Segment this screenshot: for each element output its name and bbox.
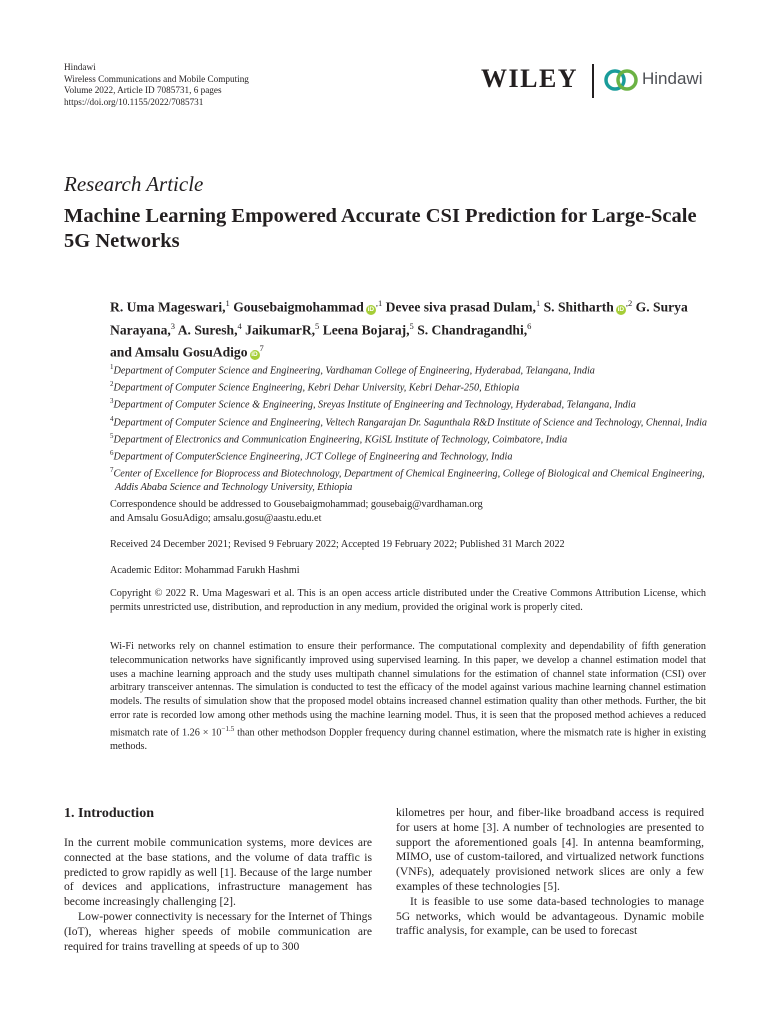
author-name: Gousebaigmohammad: [233, 299, 364, 315]
orcid-icon[interactable]: iD: [251, 350, 258, 358]
affiliation-item: [110, 447, 720, 464]
author-name: Leena Bojaraj,: [322, 322, 410, 338]
affiliation-text: Department of Computer Science and Engineering, Vardhaman College of Engineering, Hyderabad, Telangana, India: [113, 365, 595, 377]
affiliation-number: 3: [110, 397, 114, 406]
affiliation-text: Department of Computer Science & Engineering, Sreyas Institute of Engineering and Technology, Hyderabad, Telangana, India: [113, 399, 636, 411]
author-affiliation-mark: ,2: [625, 298, 633, 308]
right-column: [396, 806, 704, 939]
hindawi-logo-icon: [603, 67, 639, 93]
abstract-text: Wi-Fi networks rely on channel estimation to ensure their performance. The computational complexity and dependability of fifth generation telecommunication networks have significantly improved using supervised learning. In this paper, we develop a channel estimation model that uses a machine learning approach and the study uses multipath channel simulations for the estimation of channel state information (CSI) over arbitrary transceiver antennas. The simulation is conducted to test the efficacy of the model against various machine learning channel estimation models. The results of simulation show that the proposed model obtains increased channel estimation quality than other methods. Further, the bit error rate is recorded low among other methods using the machine learning model. Thus, it is seen that the proposed method achieves a reduced mismatch rate of 1.26 × 10: [110, 641, 706, 739]
academic-editor: Academic Editor: Mohammad Farukh Hashmi: [110, 565, 300, 576]
affiliation-number: 4: [110, 414, 114, 423]
copyright-notice: Copyright © 2022 R. Uma Mageswari et al. This is an open access article distributed under the Creative Commons Attribution License, which permits unrestricted use, distribution, and reproduction in any medium, provided the original work is properly cited.: [110, 588, 706, 613]
orcid-icon[interactable]: iD: [367, 305, 375, 313]
article-type: Research Article: [64, 172, 204, 196]
affiliation-item: [110, 361, 720, 378]
wiley-logo: WILEY: [481, 64, 579, 93]
affiliation-text: Department of Computer Science and Engineering, Veltech Rangarajan Dr. Sagunthala R&D Institute of Science and Technology, Chennai, India: [113, 416, 708, 428]
author-affiliation-mark: 4: [237, 320, 242, 331]
correspondence: [110, 498, 706, 526]
orcid-icon[interactable]: iD: [617, 305, 625, 313]
correspondence-line: and Amsalu GosuAdigo; amsalu.gosu@aastu.edu.et: [110, 512, 322, 524]
abstract-text-end: than other methodson Doppler frequency during channel estimation, where the mismatch rate is higher in existing methods.: [110, 727, 706, 752]
left-column: [64, 836, 372, 954]
affiliation-number: 1: [110, 363, 114, 371]
affiliation-text: Department of ComputerScience Engineering, JCT College of Engineering and Technology, India: [113, 451, 513, 463]
abstract: [110, 640, 706, 754]
author-affiliation-mark: 1: [225, 298, 230, 308]
affiliation-item: [110, 395, 720, 412]
publication-dates: Received 24 December 2021; Revised 9 February 2022; Accepted 19 February 2022; Published 31 March 2022: [110, 539, 565, 550]
affiliation-list: [110, 361, 720, 495]
body-paragraph: It is feasible to use some data-based technologies to manage 5G networks, which would be advantageous. Dynamic mobile traffic analysis, for example, can be used to forecast: [396, 894, 704, 938]
author-name: R. Uma Mageswari,: [110, 299, 226, 315]
body-paragraph: Low-power connectivity is necessary for the Internet of Things (IoT), whereas higher speeds of mobile communication are required for trains travelling at speeds of up to 300: [64, 909, 372, 953]
volume-info: Volume 2022, Article ID 7085731, 6 pages: [64, 85, 222, 95]
journal-info: [64, 62, 249, 108]
author-name: S. Shitharth: [543, 299, 614, 315]
affiliation-item: [110, 378, 720, 395]
author-list: [110, 294, 720, 362]
body-paragraph: In the current mobile communication systems, more devices are connected at the base stations, and the volume of data traffic is predicted to grow rapidly as well [1]. Because of the large number of devices and applications, infrastructure management has become increasingly challenging [2].: [64, 836, 372, 909]
paper-title: Machine Learning Empowered Accurate CSI Prediction for Large-Scale 5G Networks: [64, 205, 697, 252]
affiliation-item: [110, 413, 720, 430]
affiliation-number: 6: [110, 448, 114, 457]
author-affiliation-mark: ,1: [375, 298, 383, 308]
doi-link[interactable]: https://doi.org/10.1155/2022/7085731: [64, 96, 204, 107]
affiliation-text: Department of Electronics and Communication Engineering, KGiSL Institute of Technology, Coimbatore, India: [113, 434, 568, 446]
abstract-exponent: −1.5: [221, 724, 235, 733]
correspondence-line: Correspondence should be addressed to Gousebaigmohammad; gousebaig@vardhaman.org: [110, 499, 483, 510]
author-name: Devee siva prasad Dulam,: [385, 299, 536, 315]
section-heading: 1. Introduction: [64, 806, 154, 821]
publisher-name: Hindawi: [64, 62, 96, 72]
affiliation-item: [110, 430, 720, 447]
journal-name: Wireless Communications and Mobile Computing: [64, 73, 249, 84]
author-affiliation-mark: 5: [409, 320, 414, 331]
body-paragraph: kilometres per hour, and fiber-like broadband access is required for users at home [3]. A number of technologies are presented to support the aforementioned goals [4]. In antenna beamforming, MIMO, use of custom-tailored, and virtualized network functions (VNFs), adequately provisioned network slices are only a few examples of these technologies [5].: [396, 806, 704, 893]
author-name: and Amsalu GosuAdigo: [110, 344, 248, 360]
affiliation-number: 2: [110, 380, 114, 389]
hindawi-logo-text: Hindawi: [642, 69, 703, 88]
author-affiliation-mark: 3: [170, 320, 176, 331]
author-affiliation-mark: 6: [527, 320, 532, 331]
author-name: A. Suresh,: [177, 322, 238, 338]
author-name: G. Surya Narayana,: [110, 299, 688, 338]
affiliation-number: 5: [110, 431, 114, 440]
affiliation-text: Department of Computer Science Engineering, Kebri Dehar University, Kebri Dehar-250, Ethiopia: [113, 382, 520, 394]
author-affiliation-mark: 1: [535, 298, 541, 308]
logo-divider: [592, 64, 594, 98]
affiliation-number: 7: [110, 466, 114, 475]
author-affiliation-mark: 5: [315, 320, 320, 331]
affiliation-text: Center of Excellence for Bioprocess and Biotechnology, Department of Chemical Engineering, College of Biological and Chemical Engineering, Addis Ababa Science and Technology University, Ethiopia: [113, 468, 705, 494]
affiliation-item: [110, 464, 720, 495]
author-name: JaikumarR,: [245, 322, 316, 338]
author-name: S. Chandragandhi,: [417, 322, 528, 338]
author-affiliation-mark: 7: [259, 343, 264, 354]
